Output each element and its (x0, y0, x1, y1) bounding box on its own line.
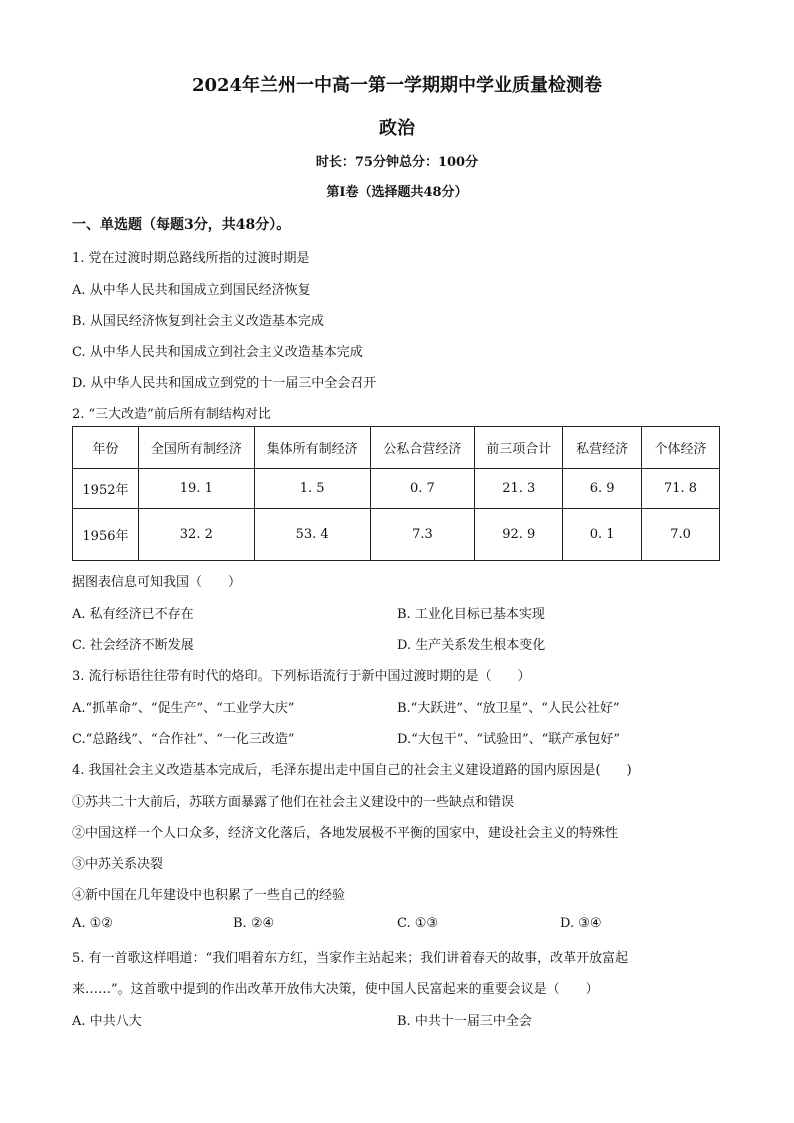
table-cell: 71. 8 (642, 469, 720, 509)
table-header-cell: 前三项合计 (475, 427, 563, 469)
table-cell: 0. 7 (370, 469, 475, 509)
question-2-option-a: A. 私有经济已不存在 (72, 607, 194, 622)
question-3-option-c: C.“总路线”、“合作社”、“一化三改造” (72, 732, 295, 747)
question-1-stem: 1. 党在过渡时期总路线所指的过渡时期是 (72, 251, 310, 266)
question-4-option-c: C. ①③ (397, 916, 439, 931)
exam-title: 2024年兰州一中高一第一学期期中学业质量检测卷 (191, 75, 603, 96)
question-5-stem-line-1: 5. 有一首歌这样唱道：“我们唱着东方红，当家作主站起来；我们讲着春天的故事，改革开放富起 (72, 951, 629, 966)
question-4-statement-4: ④新中国在几年建设中也积累了一些自己的经验 (72, 888, 346, 903)
question-2-stem: 2. “三大改造”前后所有制结构对比 (72, 407, 271, 422)
question-2-option-b: B. 工业化目标已基本实现 (397, 607, 545, 622)
table-header-cell: 集体所有制经济 (254, 427, 370, 469)
question-5-option-a: A. 中共八大 (72, 1014, 142, 1029)
table-cell: 53. 4 (254, 509, 370, 561)
table-cell: 0. 1 (563, 509, 642, 561)
table-cell: 21. 3 (475, 469, 563, 509)
question-3-option-b: B.“大跃进”、“放卫星”、“人民公社好” (397, 701, 620, 716)
question-3-stem: 3. 流行标语往往带有时代的烙印。下列标语流行于新中国过渡时期的是（ ） (72, 669, 531, 684)
question-4-option-b: B. ②④ (233, 916, 275, 931)
ownership-table (72, 426, 720, 561)
question-5-option-b: B. 中共十一届三中全会 (397, 1014, 532, 1029)
question-2-option-c: C. 社会经济不断发展 (72, 638, 194, 653)
subject-title: 政治 (379, 118, 415, 139)
table-header-cell: 个体经济 (642, 427, 720, 469)
table-header-row (73, 427, 720, 469)
table-cell: 7.3 (370, 509, 475, 561)
table-cell: 19. 1 (138, 469, 254, 509)
question-1-option-c: C. 从中华人民共和国成立到社会主义改造基本完成 (72, 345, 363, 360)
table-cell: 1. 5 (254, 469, 370, 509)
question-4-statement-1: ①苏共二十大前后，苏联方面暴露了他们在社会主义建设中的一些缺点和错误 (72, 795, 515, 810)
table-cell: 1952年 (73, 469, 139, 509)
question-5-stem-line-2: 来……”。这首歌中提到的作出改革开放伟大决策，使中国人民富起来的重要会议是（ ） (72, 982, 599, 997)
table-cell: 6. 9 (563, 469, 642, 509)
question-3-option-a: A.“抓革命”、“促生产”、“工业学大庆” (72, 701, 295, 716)
question-4-option-a: A. ①② (72, 916, 113, 931)
table-cell: 7.0 (642, 509, 720, 561)
question-1-option-d: D. 从中华人民共和国成立到党的十一届三中全会召开 (72, 376, 377, 391)
table-header-cell: 全国所有制经济 (138, 427, 254, 469)
question-2-option-d: D. 生产关系发生根本变化 (397, 638, 546, 653)
table-row (73, 509, 720, 561)
question-2-prompt: 据图表信息可知我国（ ） (72, 575, 242, 590)
question-4-statement-2: ②中国这样一个人口众多，经济文化落后，各地发展极不平衡的国家中，建设社会主义的特殊性 (72, 826, 619, 841)
question-4-stem: 4. 我国社会主义改造基本完成后，毛泽东提出走中国自己的社会主义建设道路的国内原因是( ) (72, 763, 632, 778)
question-1-option-a: A. 从中华人民共和国成立到国民经济恢复 (72, 283, 311, 298)
table-cell: 92. 9 (475, 509, 563, 561)
table-cell: 1956年 (73, 509, 139, 561)
table-header-cell: 公私合营经济 (370, 427, 475, 469)
question-4-statement-3: ③中苏关系决裂 (72, 857, 164, 872)
exam-meta: 时长：75分钟总分：100分 (315, 155, 479, 170)
question-1-option-b: B. 从国民经济恢复到社会主义改造基本完成 (72, 314, 324, 329)
table-header-cell: 私营经济 (563, 427, 642, 469)
table-header-cell: 年份 (73, 427, 139, 469)
question-3-option-d: D.“大包干”、“试验田”、“联产承包好” (397, 732, 620, 747)
table-cell: 32. 2 (138, 509, 254, 561)
table-row (73, 469, 720, 509)
section-heading: 一、单选题（每题3分，共48分）。 (72, 217, 291, 233)
question-4-option-d: D. ③④ (560, 916, 602, 931)
volume-heading: 第Ⅰ卷（选择题共48分） (326, 185, 468, 200)
